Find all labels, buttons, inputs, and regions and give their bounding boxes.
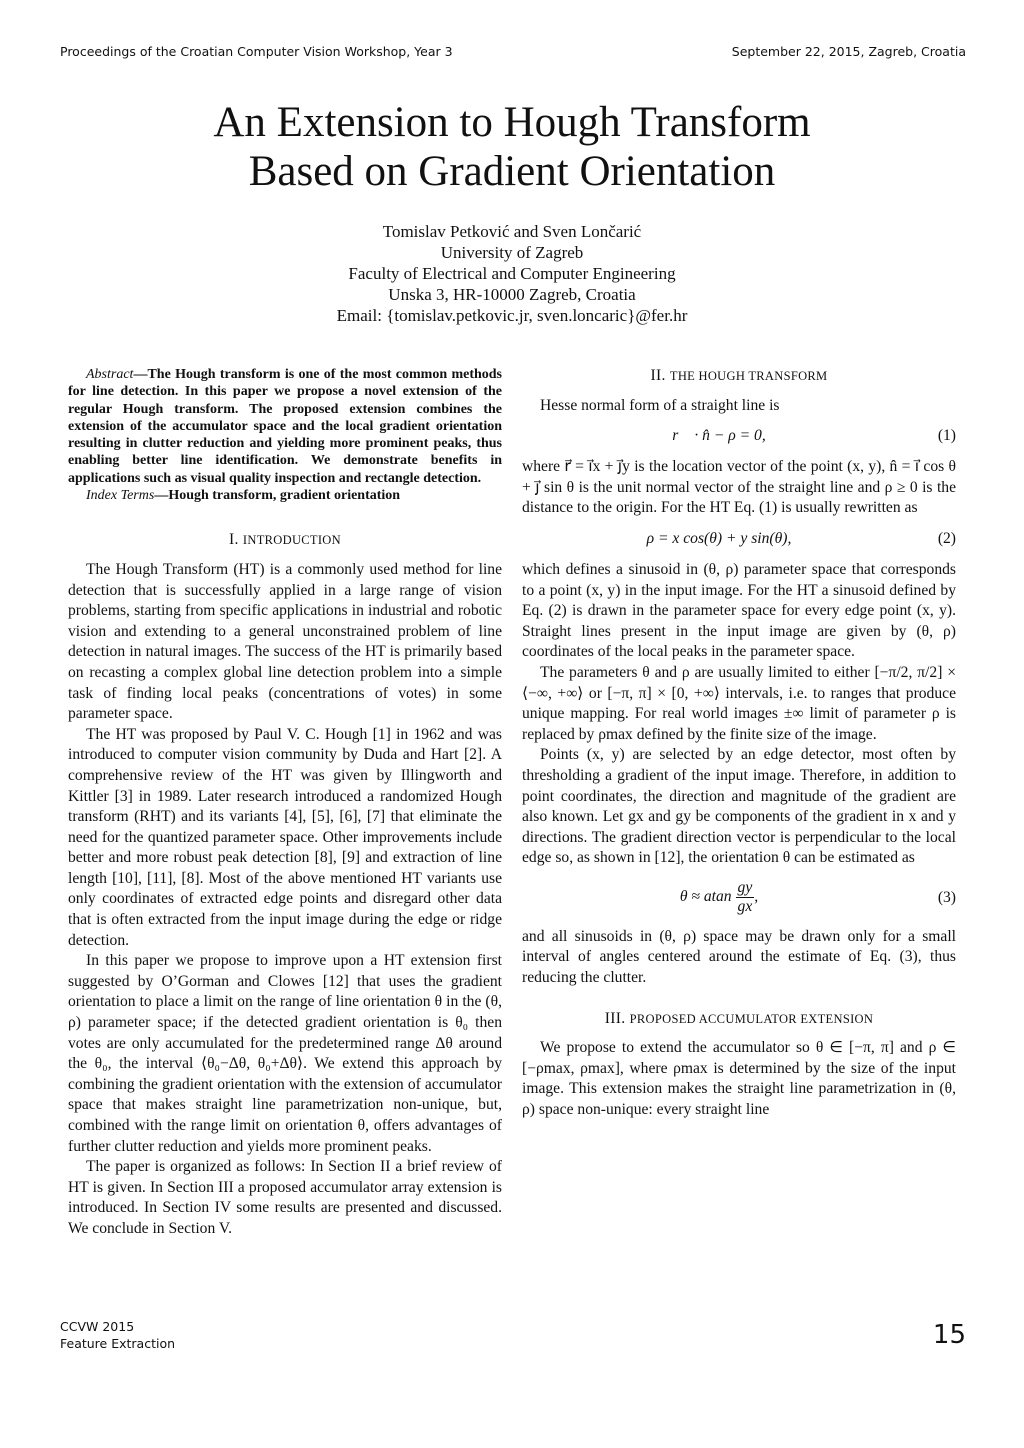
affiliation-faculty: Faculty of Electrical and Computer Engineering — [348, 264, 676, 283]
footer-conference: CCVW 2015 — [60, 1319, 135, 1334]
running-head-right: September 22, 2015, Zagreb, Croatia — [731, 44, 966, 59]
equation-number: (2) — [937, 529, 956, 547]
affiliation-address: Unska 3, HR-10000 Zagreb, Croatia — [388, 285, 636, 304]
footer-left — [60, 1318, 175, 1352]
author-block — [0, 221, 1024, 326]
index-terms-text: —Hough transform, gradient orientation — [154, 488, 401, 504]
section-numeral: I. — [229, 531, 243, 549]
title-line-1: An Extension to Hough Transform — [213, 99, 811, 146]
section-heading-introduction — [68, 530, 502, 551]
paragraph: The HT was proposed by Paul V. C. Hough [1] in 1962 and was introduced to computer vision community by Duda and Hart [2]. A comprehensive review of the HT was given by Illingworth and Kittler [3] in 1989. Later research introduced a randomized Hough transform (RHT) and its variants [4], [5], [6], [7] that eliminate the need for the quantized parameter space. Other improvements include better and more robust peak detection [8], [9] and extraction of line length [10], [11], [8]. Most of the above mentioned HT variants use only coordinates of extracted edge points and disregard other data that is often extracted from the input image during the edge or ridge detection. — [68, 725, 502, 949]
title-line-2: Based on Gradient Orientation — [248, 148, 776, 195]
equation-3 — [522, 877, 956, 919]
section-numeral: III. — [604, 1009, 630, 1027]
section-title: THE HOUGH TRANSFORM — [669, 369, 828, 383]
equation-punctuation: , — [754, 887, 759, 905]
paragraph: Hesse normal form of a straight line is — [540, 396, 780, 414]
paragraph: We propose to extend the accumulator so θ ∈ [−π, π] and ρ ∈ [−ρmax, ρmax], where ρmax is determined by the size of the input image. This extension makes the straight line parametrization in (θ, ρ) space non-unique: every straight line — [522, 1039, 956, 1119]
footer-session: Feature Extraction — [60, 1336, 176, 1351]
equation-body: ρ = x cos(θ) + y sin(θ), — [646, 529, 792, 547]
abstract-text: —The Hough transform is one of the most common methods for line detection. In this paper we propose a novel extension of the regular Hough transform. The proposed extension combines the extension of the accumulator space and the local gradient orientation resulting in clutter reduction and yielding more prominent peaks, thus enabling better line identification. We demonstrate benefits in applications such as visual quality inspection and rectangle detection. — [68, 367, 502, 486]
abstract — [68, 366, 502, 487]
paragraph: which defines a sinusoid in (θ, ρ) parameter space that corresponds to a point (x, y) in the input image. For the HT a sinusoid defined by Eq. (2) is drawn in the parameter space for every edge point (x, y). Straight lines present in the input image are given by (θ, ρ) coordinates of the local peaks in the parameter space. — [522, 560, 956, 661]
fraction — [736, 879, 755, 916]
equation-number: (3) — [937, 888, 956, 906]
equation-lhs: θ ≈ atan — [679, 887, 732, 905]
running-head-left: Proceedings of the Croatian Computer Vision Workshop, Year 3 — [60, 44, 453, 59]
fraction-numerator: gy — [737, 878, 753, 896]
equation-2 — [522, 529, 956, 550]
section-heading-proposed-extension — [522, 1009, 956, 1030]
paragraph: The parameters θ and ρ are usually limited to either [−π/2, π/2] × ⟨−∞, +∞⟩ or [−π, π] × [0, +∞⟩ intervals, i.e. to ranges that produce unique mapping. For real world images ±∞ limit of parameter ρ is replaced by ρmax defined by the finite size of the image. — [522, 663, 956, 743]
equation-number: (1) — [937, 427, 956, 445]
paragraph: The paper is organized as follows: In Section II a brief review of HT is given. In Section III a proposed accumulator array extension is introduced. In Section IV some results are presented and discussed. We conclude in Section V. — [68, 1158, 502, 1237]
index-terms-label: Index Terms — [86, 488, 155, 504]
paragraph: The Hough Transform (HT) is a commonly used method for line detection that is successfully applied in a large range of vision problems, starting from specific applications in industrial and robotic vision and extending to a general unconstrained problem of line detection in natural images. The success of the HT is primarily based on recasting a complex global line detection problem into a simple task of finding local peaks (concentrations of votes) in some parameter space. — [68, 560, 502, 723]
paper-title — [0, 98, 1024, 196]
left-column — [68, 366, 502, 1240]
paragraph: and all sinusoids in (θ, ρ) space may be drawn only for a small interval of angles centered around the estimate of Eq. (3), thus reducing the clutter. — [522, 927, 956, 987]
fraction-denominator: gx — [737, 897, 753, 915]
equation-body — [522, 879, 916, 916]
author-email: Email: {tomislav.petkovic.jr, sven.loncaric}@fer.hr — [336, 306, 688, 325]
paragraph: Points (x, y) are selected by an edge detector, most often by thresholding a gradient of the input image. Therefore, in addition to point coordinates, the direction and magnitude of the gradient are also known. Let gx and gy be components of the gradient in x and y directions. The gradient direction vector is perpendicular to the local edge so, as shown in [12], the orientation θ can be estimated as — [522, 746, 956, 867]
section-heading-hough-transform — [522, 366, 956, 387]
section-title: PROPOSED ACCUMULATOR EXTENSION — [629, 1011, 874, 1026]
abstract-label: Abstract — [86, 367, 134, 382]
author-names: Tomislav Petković and Sven Lončarić — [382, 222, 642, 241]
page-number: 15 — [932, 1320, 966, 1350]
index-terms — [68, 487, 502, 504]
paragraph: where r⃗ = i⃗x + j⃗y is the location vector of the point (x, y), n̂ = i⃗ cos θ + j⃗ sin θ is the unit normal vector of the straight line and ρ ≥ 0 is the distance to the origin. For the HT Eq. (1) is usually rewritten as — [522, 458, 956, 517]
section-title: INTRODUCTION — [242, 533, 341, 548]
paragraph: In this paper we propose to improve upon a HT extension first suggested by O’Gorman and Clowes [12] that uses the gradient orientation to place a limit on the range of line orientation θ in the (θ, ρ) parameter space; if the detected gradient orientation is θ₀ then votes are only accumulated for the predetermined range Δθ around the θ₀, the interval ⟨θ₀−Δθ, θ₀+Δθ⟩. We extend this approach by combining the gradient orientation with the extension of accumulator space that makes straight line parametrization non-unique, but, combined with the range limit on orientation θ, offers advantages of further clutter reduction and yields more prominent peaks. — [68, 952, 502, 1155]
equation-1 — [522, 426, 956, 447]
affiliation-university: University of Zagreb — [440, 243, 584, 262]
section-numeral: II. — [650, 367, 670, 384]
equation-body: r⃗ · n̂ − ρ = 0, — [672, 427, 766, 445]
right-column — [522, 366, 956, 1121]
